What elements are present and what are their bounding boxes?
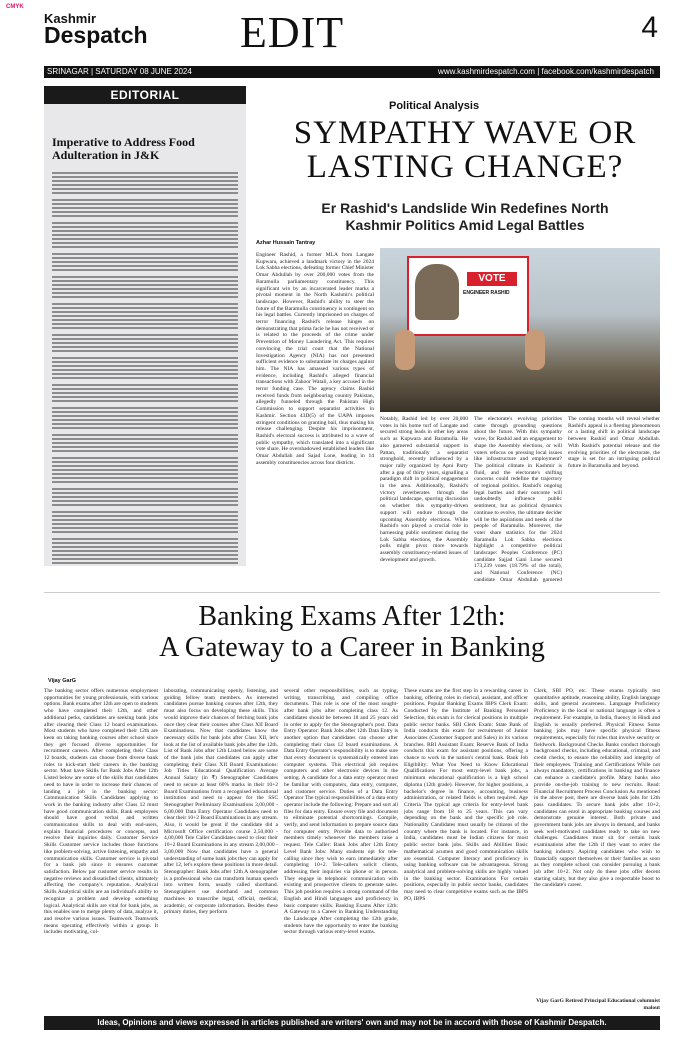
hand-left-image	[395, 330, 415, 370]
feature-column-3: several other responsibilities, such as typing, writing, transcribing, and compiling office documents. This role is one of the most sought-after bank jobs after completing class 12. As candidates should be between 18 and 25 years old in order to apply for the Stenographer's post. Data Entry Operator: Bank Jobs after 12th Data Entry is another option that candidates can choose after completing their class 12 board examinations. A Data Entry Operator's responsibility is to make sure that every document is systematically entered into computer systems. This electrical job requires computers and other electronic devices in the setting. A candidate for a data entry operator must be familiar with computers, data entry, computer, and customer service. Duties of a Data Entry Operator The typical responsibilities of a data entry operator include the following: Prepare and sort all files for data entry. Ensure every file and document to eliminate potential shortcomings. Compile, verify, and send information to prepare source data for computer entry. Provide data to authorised members timely whenever the members raise a request. Tele Caller: Bank Jobs after 12th Entry Level Bank Jobs: Many students opt for tele-calling since they wish to earn immediately after completing 10+2. Tele-callers solicit clients, addressing their inquiries via phone or in person. They engage in telephonic communication with existing and prospective clients to generate sales. This job position requires a strong command of the English and Hindi languages and proficiency in basic computer skills. Banking Exams After 12th: A Gateway to a Career in Banking Understanding the Landscape After completing the 12th grade, students have the opportunity to enter the banking sector through various entry-level exams.	[284, 688, 398, 936]
feature-byline: Vijay GarG	[48, 678, 77, 684]
newspaper-logo	[44, 12, 148, 47]
feature-column-4: These exams are the first step in a rewarding career in banking, offering roles in clerical, assistant, and officer positions. Popular Banking Exams IBPS Clerk Exam: Conducted by the Institute of Banking Personnel Selection, this exam is for clerical positions in multiple public sector banks. SBI Clerk Exam: State Bank of India conducts this exam for recruitment of Junior Associates (Customer Support and Sales) in its various branches. RBI Assistant Exam: Reserve Bank of India conducts this exam for assistant positions, offering a chance to work in the nation's central bank. Bank Job Eligibility: What You Need to Know Educational Qualifications For most entry-level bank jobs, a minimum educational qualification is a high school diploma (12th grade). However, for higher positions, a bachelor's degree in finance, accounting, business administration, or related fields is often required. Age Criteria The typical age criteria for entry-level bank jobs range from 18 to 25 years. This can vary depending on the bank and the specific job role. Nationality Candidates must usually be citizens of the country where the bank is located. For instance, in India, candidates must be Indian citizens for most public sector bank jobs. Skills and Abilities Basic mathematical acumen and good communication skills are essential. Computer literacy and proficiency in using banking software can be advantageous. Strong analytical and problem-solving skills are highly valued in the banking sector. Examinations For certain positions, especially in public sector banks, candidates may need to clear competitive exams such as the IBPS PO, IBPS	[404, 688, 528, 902]
editorial-title: Imperative to Address Food Adulteration in J&K	[52, 135, 195, 163]
lead-byline: Azhar Hussain Tantray	[256, 240, 316, 246]
dateline-bar	[44, 66, 660, 78]
banner-candidate-text: ENGINEER RASHID	[463, 290, 510, 296]
editorial-body-placeholder	[44, 162, 246, 564]
lead-column-2: Notably, Rashid led by over 20,000 votes in his home turf of Langate and secured strong leads in other key areas such as Kupwara and Baramulla. He also garnered substantial support in Pattan, traditionally a separatist stronghold, recently influenced by a major rally organized by Apni Party after a gap of thirty years, signalling a paradigm shift in political engagement in the area. Additionally, Rashid's victory reverberates through the political landscape, spurring discussion on whether this sympathy-driven support will endure through the upcoming Assembly elections. While Rashid's son played a crucial role in harnessing public sentiment during the Lok Sabha elections, the Assembly polls might pivot more towards assembly constituency-related issues of development and growth.	[380, 416, 468, 563]
feature-column-2: laborating, communicating openly, listening, and guiding fellow team members. As interested candidates pursue banking courses after 12th, they must also focus on developing these skills. This would improve their chances of fetching bank jobs once they clear their courses after Class XII Board Examinations. Now that candidates know the necessary skills for bank jobs after Class XII, let's look at the list of available bank jobs after the 12th. List of Bank Jobs after 12th Listed below are some of the bank jobs that candidates can apply after completing their Class XII Board Examinations: Job Titles Educational Qualification Average Annual Salary (in ₹) Stenographer Candidates need to secure at least 60% marks in their 10+2 Board Examinations from a recognised educational institution and need to appear for the SSC Stenographer Preliminary Examinations 3,00,000 - 6,00,000 Data Entry Operator Candidates need to clear their 10+2 Board Examinations in any stream. Also, it would be great if the candidate did a Microsoft Office certification course 2,50,000 - 4,00,000 Tele Caller Candidates need to clear their 10+2 Board Examinations in any stream 2,00,000 - 3,00,000 Now that candidates have a general understanding of some bank jobs they can apply for after 12, let's explore these positions in more detail. Stenographer: Bank Jobs after 12th A stenographer is a professional who can transform human speech into written form, usually called shorthand. Stenographers use shorthand and common machines to transcribe legal, official, medical, academic, or corporate information. Besides these primary duties, they perform	[164, 688, 278, 916]
feature-column-5: Clerk, SBI PO, etc. These exams typically test quantitative aptitude, reasoning ability, English language skills, and general awareness. Language Proficiency Proficiency in the local or national language is often a requirement. For example, in India, fluency in Hindi and English is usually preferred. Physical Fitness Some banking jobs may have specific physical fitness requirements, especially for roles that involve security or fieldwork. Background Checks Banks conduct thorough background checks, including educational, criminal, and credit checks, to ensure the reliability and integrity of their employees. Training and Certifications While not always mandatory, certifications in banking and finance can enhance a candidate's profile. Many banks also provide on-the-job training to new recruits. Read: Financial Recruitment Process Conclusion As mentioned in the above post, there are diverse bank jobs for 12th pass candidates. To secure bank jobs after 10+2, candidates can enrol in appropriate banking courses and demonstrate genuine interest. Both private and government bank jobs are always in demand, and banks seek well-motivated candidates ready to take on new challenges. Candidates must sit for certain bank examinations after the 12th if they want to enter the banking industry. Aspiring candidates who wish to financially support themselves or their families as soon as they complete school can consider pursuing a bank job after 10+2. Not only do these jobs offer decent starting salary, but they also give a respectable boost to the candidate's career.	[534, 688, 660, 889]
lead-headline: SYMPATHY WAVE OR LASTING CHANGE?	[293, 115, 637, 185]
cmyk-marker: CMYK	[6, 4, 24, 10]
lead-column-1: Engineer Rashid, a former MLA from Langate Kupwara, achieved a landmark victory in the 2024 Lok Sabha elections, defeating former Chief Minister Omar Abdullah by over 200,000 votes from the Baramulla parliamentary constituency. This significant win by an incarcerated leader marks a pivotal moment in the North Kashmir's political landscape. However, Rashid's ability to steer the future of the Baramulla constituency is contingent on his legal battles. Currently imprisoned on charges of terror financing Rashid's release hinges on demonstrating that prima facie he has not received or is related to the proceeds of the crime under Prevention of Money Laundering Act. This requires convincing the trial court that the National Investigation Agency (NIA) has not presented sufficient evidence to substantiate its charges against him. The NIA has amassed various types of evidence, including Rashid's alleged financial transactions with Zahoor Watali, a key accused in the terror funding case. The agency claims Rashid received funds from neighbouring country Pakistan, allegedly funneled through the Pakistan High Commission to support separatist activities in Kashmir. Section 43D(5) of the UAPA imposes stringent conditions on granting bail, thus making his release challenging. Despite his imprisonment, Rashid's electoral success is attributed to a wave of public sympathy, which translated into a significant vote share. He overshadowed established leaders like Omar Abdullah and Sajad Lone, leading in 14 assembly constituencies across four districts.	[256, 252, 374, 466]
section-divider	[44, 592, 660, 593]
section-title: EDIT	[240, 8, 345, 57]
lead-column-3: The electorate's evolving priorities came through grounding questions about the future. With this sympathy wave, for Rashid and an engagement to shape the Assembly elections, or will voters refocus on pressing local issues like infrastructure and employment? The political climate in Kashmir is fluid, and the electorate's shifting concerns could redefine the trajectory of regional politics. Rashid's ongoing legal battles and their outcome will undoubtedly influence public sentiment, but as political dynamics continue to evolve, the ultimate decider will be the aspirations and needs of the people of Baramulla. Moreover, the voter share statistics for the 2024 Baramulla Lok Sabha elections highlight a competitive political landscape: Peoples Conference (PC) candidate Sajjad Gani Lone secured 173,239 votes (18.79% of the total), and National Conference (NC) candidate Omar Abdullah garnered	[474, 416, 562, 583]
editorial-header: EDITORIAL	[44, 86, 246, 104]
lead-column-4: The coming months will reveal whether Rashid's appeal is a fleeting phenomenon or a lasting shift in political landscape between Rashid and Omar Abdullah. With Rashid's potential release and the evolving priorities of the electorate, the stage is set for an intriguing political future in Baramulla and beyond.	[568, 416, 660, 469]
banner-vote-text: VOTE	[467, 272, 517, 286]
hand-right-image	[525, 330, 545, 370]
logo-despatch: Despatch	[44, 22, 148, 48]
logo-kashmir: Kashmir	[44, 11, 97, 26]
page-number: 4	[641, 11, 658, 44]
feature-signoff: Vijay GarG Retired Principal Educational columnist malout	[536, 998, 660, 1011]
editorial-column	[44, 86, 246, 566]
website-links: www.kashmirdespatch.com | facebook.com/kashmirdespatch	[438, 67, 654, 76]
feature-headline: Banking Exams After 12th: A Gateway to a Career in Banking	[159, 601, 545, 663]
footer-disclaimer: Ideas, Opinions and views expressed in articles published are writers' own and may not be in accord with those of Kashmir Despatch.	[44, 1016, 660, 1030]
candidate-face-image	[415, 264, 459, 320]
lead-deck: Er Rashid's Landslide Win Redefines North Kashmir Politics Amid Legal Battles	[321, 200, 609, 234]
article-kicker: Political Analysis	[389, 100, 480, 112]
vote-banner-image	[407, 256, 529, 336]
dateline: SRINAGAR | SATURDAY 08 JUNE 2024	[47, 67, 192, 76]
feature-column-1: The banking sector offers numerous employment opportunities for young professionals, with various options. Bank exams after 12th are open to students who have completed their 12th, and other additional perks, candidates are seeking bank jobs after clearing their Class 12 board examinations. Most students who have completed their 12th are keen on taking banking courses after school since they get focused diverse opportunities for recruitment careers. After completing their Class 12 boards, students can choose from diverse bank roles to kick-start their careers in the banking sector. Must have Skills for Bank Jobs After 12th Listed below are some of the skills that candidates need to have in order to increase their chances of landing a job in the banking sector: Communication Skills Candidates applying to work in the banking industry after Class 12 must have good communication skills. Bank employees should have good verbal and written communication skills to deal with end-users, explain financial procedures or concepts, and resolve their inquiries daily. Customer Service Skills Customer service includes those functions like problem-solving, active listening, empathy and communication skills. Customer service is pivotal for a bank job since it ensures customer satisfaction. Below par customer service results in negative reviews and dissatisfied clients, ultimately affecting the company's reputation. Analytical Skills Analytical skills are an individual's ability to recognize a problem and develop something logical. Analytical skills are vital for bank jobs, as this enables one to merge plenty of data, analyze it, and resolve various issues. Teamwork Teamwork means operating effectively within a group. It includes motivating, col-	[44, 688, 158, 936]
